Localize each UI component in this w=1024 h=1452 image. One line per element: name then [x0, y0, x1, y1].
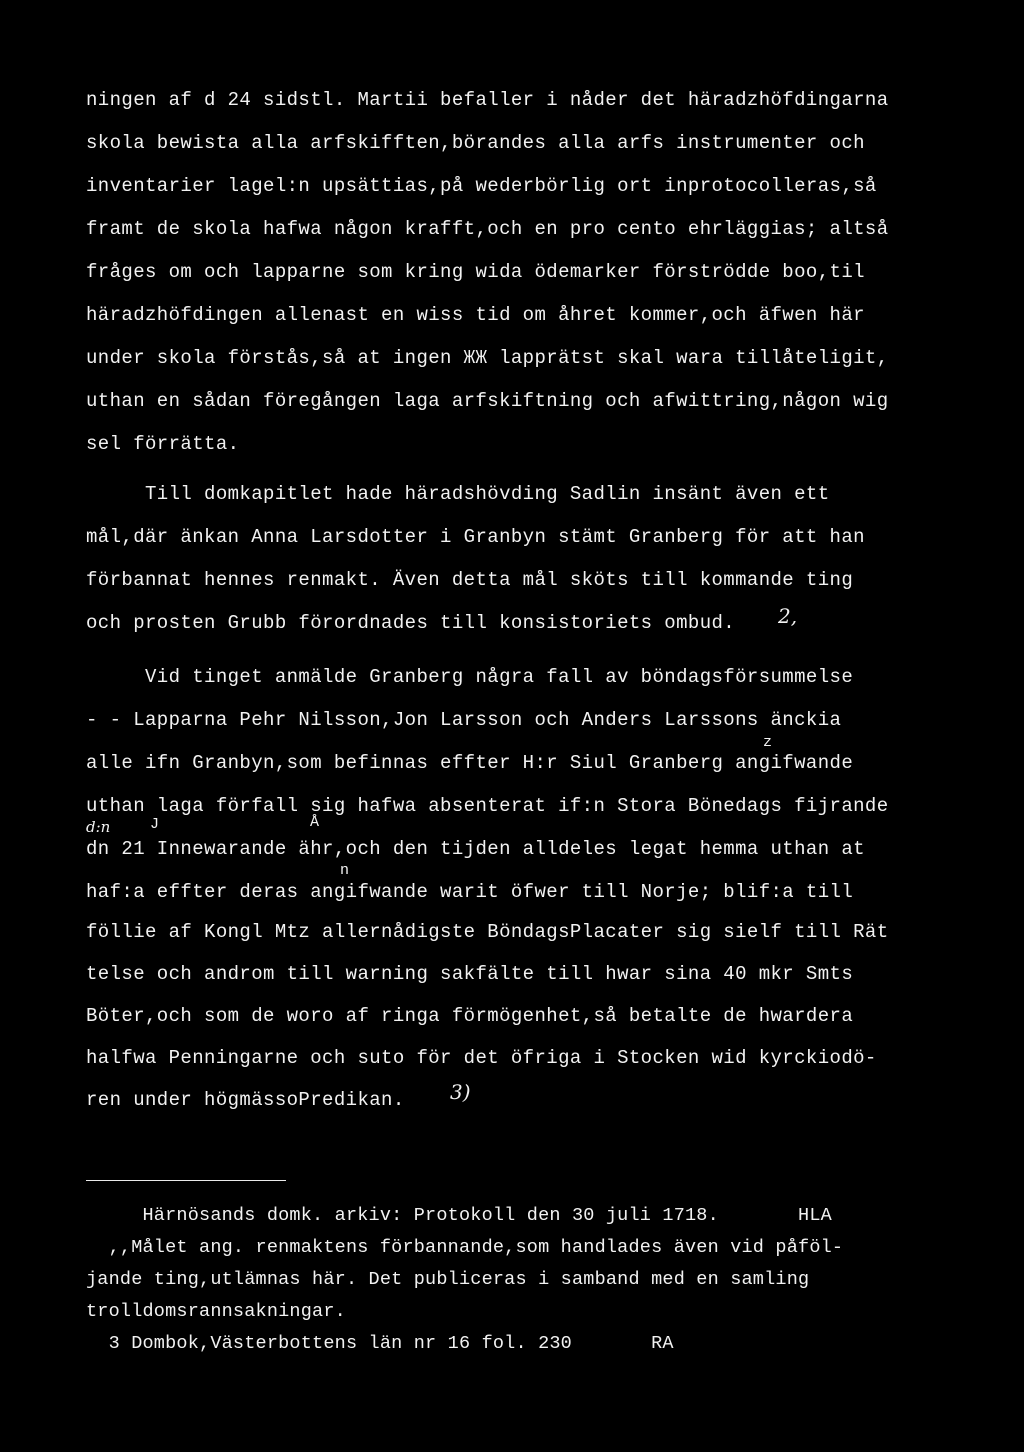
text-line-16: alle ifn Granbyn,som befinnas effter H:r Siul Granberg angifwande: [86, 752, 854, 774]
text-line-10: Till domkapitlet hade häradshövding Sadlin insänt även ett: [86, 483, 830, 505]
footnote-marker-3: 3): [450, 1080, 471, 1104]
superscript-z: z: [763, 734, 773, 751]
footnote-line-5: 3 Dombok,Västerbottens län nr 16 fol. 230 RA: [86, 1333, 674, 1354]
footnote-line-2: ,,Målet ang. renmaktens förbannande,som handlades även vid påföl-: [86, 1237, 844, 1258]
footnote-marker-2: 2,: [778, 604, 798, 628]
text-line-9: sel förrätta.: [86, 433, 240, 455]
text-line-21: telse och androm till warning sakfälte till hwar sina 40 mkr Smts: [86, 963, 854, 985]
text-line-20: föllie af Kongl Mtz allernådigste BöndagsPlacater sig sielf till Rät: [86, 921, 889, 943]
text-line-14: Vid tinget anmälde Granberg några fall av böndagsförsummelse: [86, 666, 854, 688]
text-line-11: mål,där änkan Anna Larsdotter i Granbyn stämt Granberg för att han: [86, 526, 865, 548]
handwritten-dn: d:n: [86, 818, 111, 836]
text-line-18: dn 21 Innewarande ähr,och den tijden alldeles legat hemma uthan at: [86, 838, 865, 860]
text-line-19: haf:a effter deras angifwande warit öfwer till Norje; blif:a till: [86, 881, 854, 903]
superscript-j: J: [150, 816, 160, 833]
text-line-17: uthan laga förfall sig hafwa absenterat if:n Stora Bönedags fijrande: [86, 795, 889, 817]
text-line-5: fråges om och lapparne som kring wida ödemarker förströdde boo,til: [86, 261, 865, 283]
text-line-6: häradzhöfdingen allenast en wiss tid om åhret kommer,och äfwen här: [86, 304, 865, 326]
text-line-15: - - Lapparna Pehr Nilsson,Jon Larsson och Anders Larssons änckia: [86, 709, 842, 731]
text-line-13: och prosten Grubb förordnades till konsistoriets ombud.: [86, 612, 736, 634]
text-line-12: förbannat hennes renmakt. Även detta mål sköts till kommande ting: [86, 569, 854, 591]
text-line-23: halfwa Penningarne och suto för det öfriga i Stocken wid kyrckiodö-: [86, 1047, 877, 1069]
text-line-24: ren under högmässoPredikan.: [86, 1089, 405, 1111]
text-line-2: skola bewista alla arfskifften,börandes alla arfs instrumenter och: [86, 132, 865, 154]
text-line-4: framt de skola hafwa någon krafft,och en pro cento ehrläggias; altså: [86, 218, 889, 240]
text-line-1: ningen af d 24 sidstl. Martii befaller i nåder det häradzhöfdingarna: [86, 89, 889, 111]
superscript-a-ring: Å: [310, 814, 320, 831]
text-line-7: under skola förstås,så at ingen ЖЖ lapprätst skal wara tillåteligit,: [86, 347, 889, 369]
footnote-line-3: jande ting,utlämnas här. Det publiceras i samband med en samling: [86, 1269, 810, 1290]
text-line-8: uthan en sådan föregången laga arfskiftning och afwittring,någon wig: [86, 390, 889, 412]
text-line-22: Böter,och som de woro af ringa förmögenhet,så betalte de hwardera: [86, 1005, 854, 1027]
text-line-3: inventarier lagel:n upsättias,på wederbörlig ort inprotocolleras,så: [86, 175, 877, 197]
footnote-line-1: Härnösands domk. arkiv: Protokoll den 30 juli 1718. HLA: [86, 1205, 832, 1226]
superscript-n: n: [340, 862, 350, 879]
footnote-separator: [86, 1180, 286, 1181]
footnote-line-4: trolldomsrannsakningar.: [86, 1301, 346, 1322]
